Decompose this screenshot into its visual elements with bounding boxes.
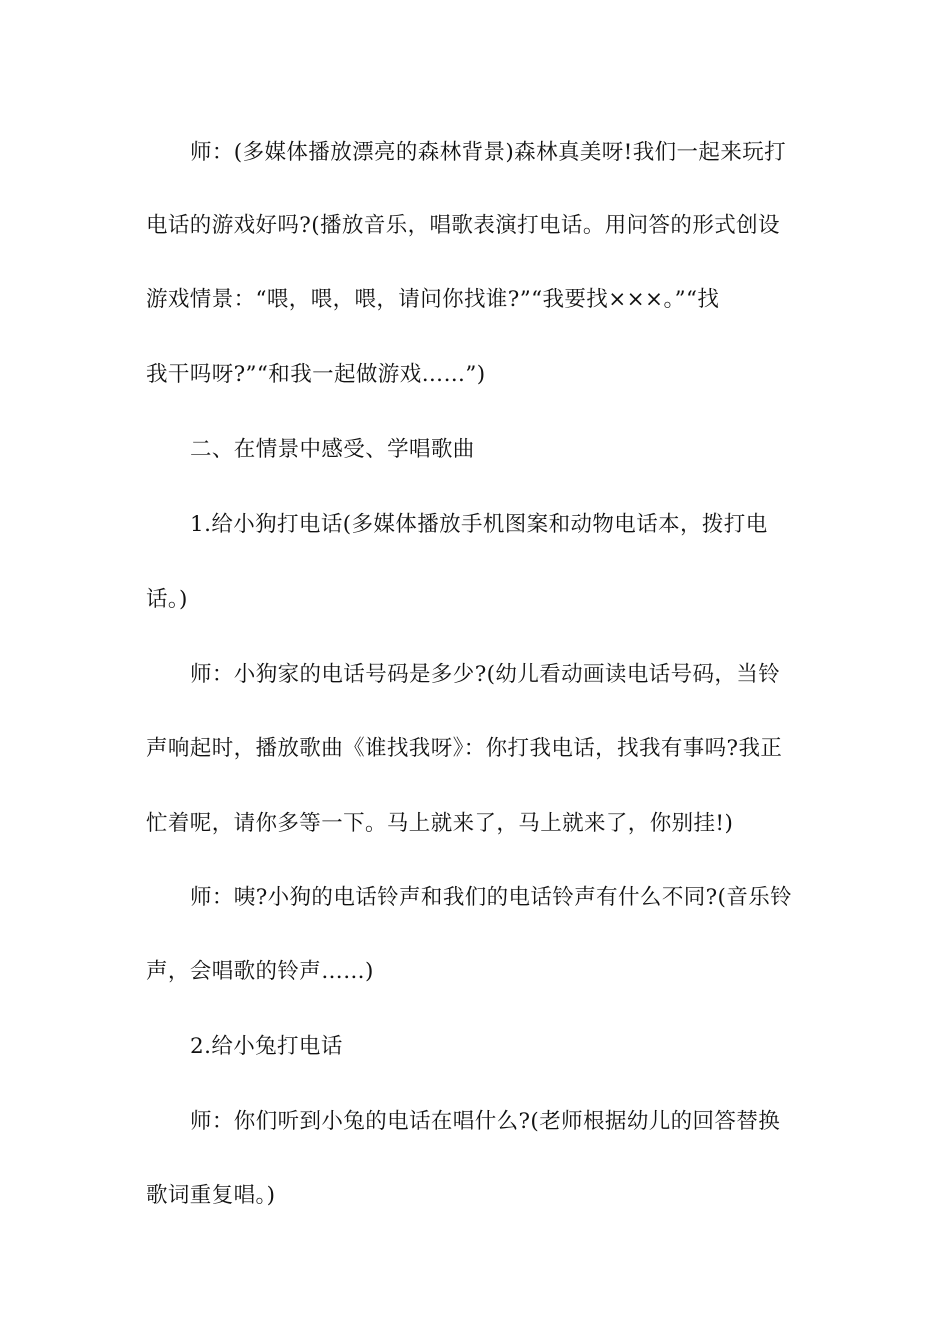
paragraph-line: 声，会唱歌的铃声……): [146, 959, 374, 984]
paragraph-line: 2.给小兔打电话: [190, 1034, 343, 1059]
paragraph-line: 1.给小狗打电话(多媒体播放手机图案和动物电话本，拨打电: [190, 512, 768, 537]
paragraph-line: 忙着呢，请你多等一下。马上就来了，马上就来了，你别挂!): [146, 811, 734, 836]
paragraph-line: 师：你们听到小兔的电话在唱什么?(老师根据幼儿的回答替换: [190, 1109, 781, 1134]
paragraph-line: 我干吗呀?”“和我一起做游戏……”): [146, 362, 486, 387]
paragraph-line: 师：小狗家的电话号码是多少?(幼儿看动画读电话号码，当铃: [190, 662, 781, 687]
paragraph-line: 声响起时，播放歌曲《谁找我呀》：你打我电话，找我有事吗?我正: [146, 736, 783, 761]
section-heading: 二、在情景中感受、学唱歌曲: [190, 437, 475, 462]
paragraph-line: 电话的游戏好吗?(播放音乐，唱歌表演打电话。用问答的形式创设: [146, 213, 780, 238]
paragraph-line: 歌词重复唱。): [146, 1183, 276, 1208]
paragraph-line: 师：(多媒体播放漂亮的森林背景)森林真美呀!我们一起来玩打: [190, 140, 787, 165]
paragraph-line: 师：咦?小狗的电话铃声和我们的电话铃声有什么不同?(音乐铃: [190, 885, 793, 910]
paragraph-line: 话。): [146, 587, 188, 612]
paragraph-line: 游戏情景：“喂，喂，喂，请问你找谁?”“我要找×××。”“找: [146, 287, 720, 312]
